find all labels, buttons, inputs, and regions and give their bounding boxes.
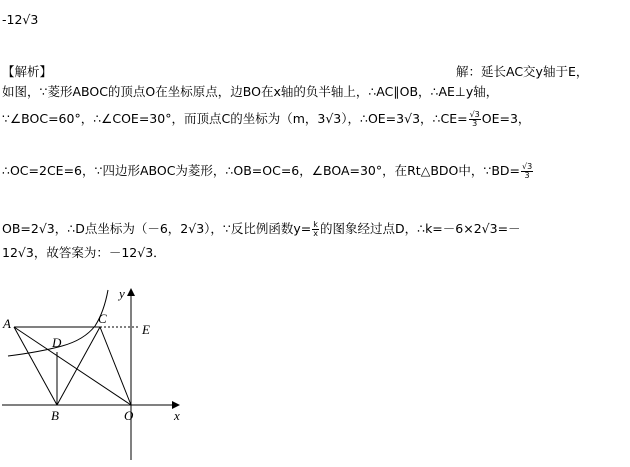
segment-ab [14, 327, 57, 405]
solution-intro: 解：延长AC交y轴于E， [456, 64, 589, 79]
solution-line-2: 如图，∵菱形ABOC的顶点O在坐标原点，边BO在x轴的负半轴上，∴AC∥OB，∴AE⊥y轴， [2, 84, 499, 99]
top-answer: -12√3 [2, 12, 39, 27]
solution-line-6: 12√3，故答案为：－12√3． [2, 245, 166, 260]
point-label-c: C [98, 311, 107, 326]
point-label-d: D [52, 335, 62, 350]
point-label-o: O [124, 408, 134, 423]
solution-line-5-text-a: OB=2√3，∴D点坐标为（－6，2√3），∵反比例函数y= [2, 221, 312, 236]
solution-line-3-text-b: OE=3， [481, 111, 531, 126]
fraction-ce-numerator: √3 [469, 110, 480, 119]
point-label-a: A [3, 316, 11, 331]
analysis-header: 【解析】 [2, 64, 53, 79]
solution-line-3-text-a: ∵∠BOC=60°，∴∠COE=30°，而顶点C的坐标为（m，3√3），∴OE=3√3，∴CE= [2, 111, 468, 126]
fraction-k-numerator: k [313, 220, 318, 229]
solution-line-5-text-b: 的图象经过点D，∴k=－6×2√3=－ [319, 221, 521, 236]
axis-label-y: y [119, 286, 125, 301]
point-label-b: B [51, 408, 59, 423]
segment-co [100, 327, 131, 405]
axis-label-x: x [174, 408, 180, 423]
y-axis-arrow [127, 288, 135, 296]
diagonal-ao [14, 327, 131, 405]
point-label-e: E [142, 322, 150, 337]
fraction-ce-denominator: 3 [472, 119, 478, 128]
diagonal-cb [57, 327, 100, 405]
fraction-bd-denominator: 3 [524, 171, 530, 180]
solution-line-4-text: ∴OC=2CE=6，∵四边形ABOC为菱形，∴OB=OC=6，∠BOA=30°，在Rt△BDO中，∵BD= [2, 163, 520, 178]
fraction-bd-numerator: √3 [522, 162, 533, 171]
fraction-x-denominator: x [313, 229, 318, 238]
